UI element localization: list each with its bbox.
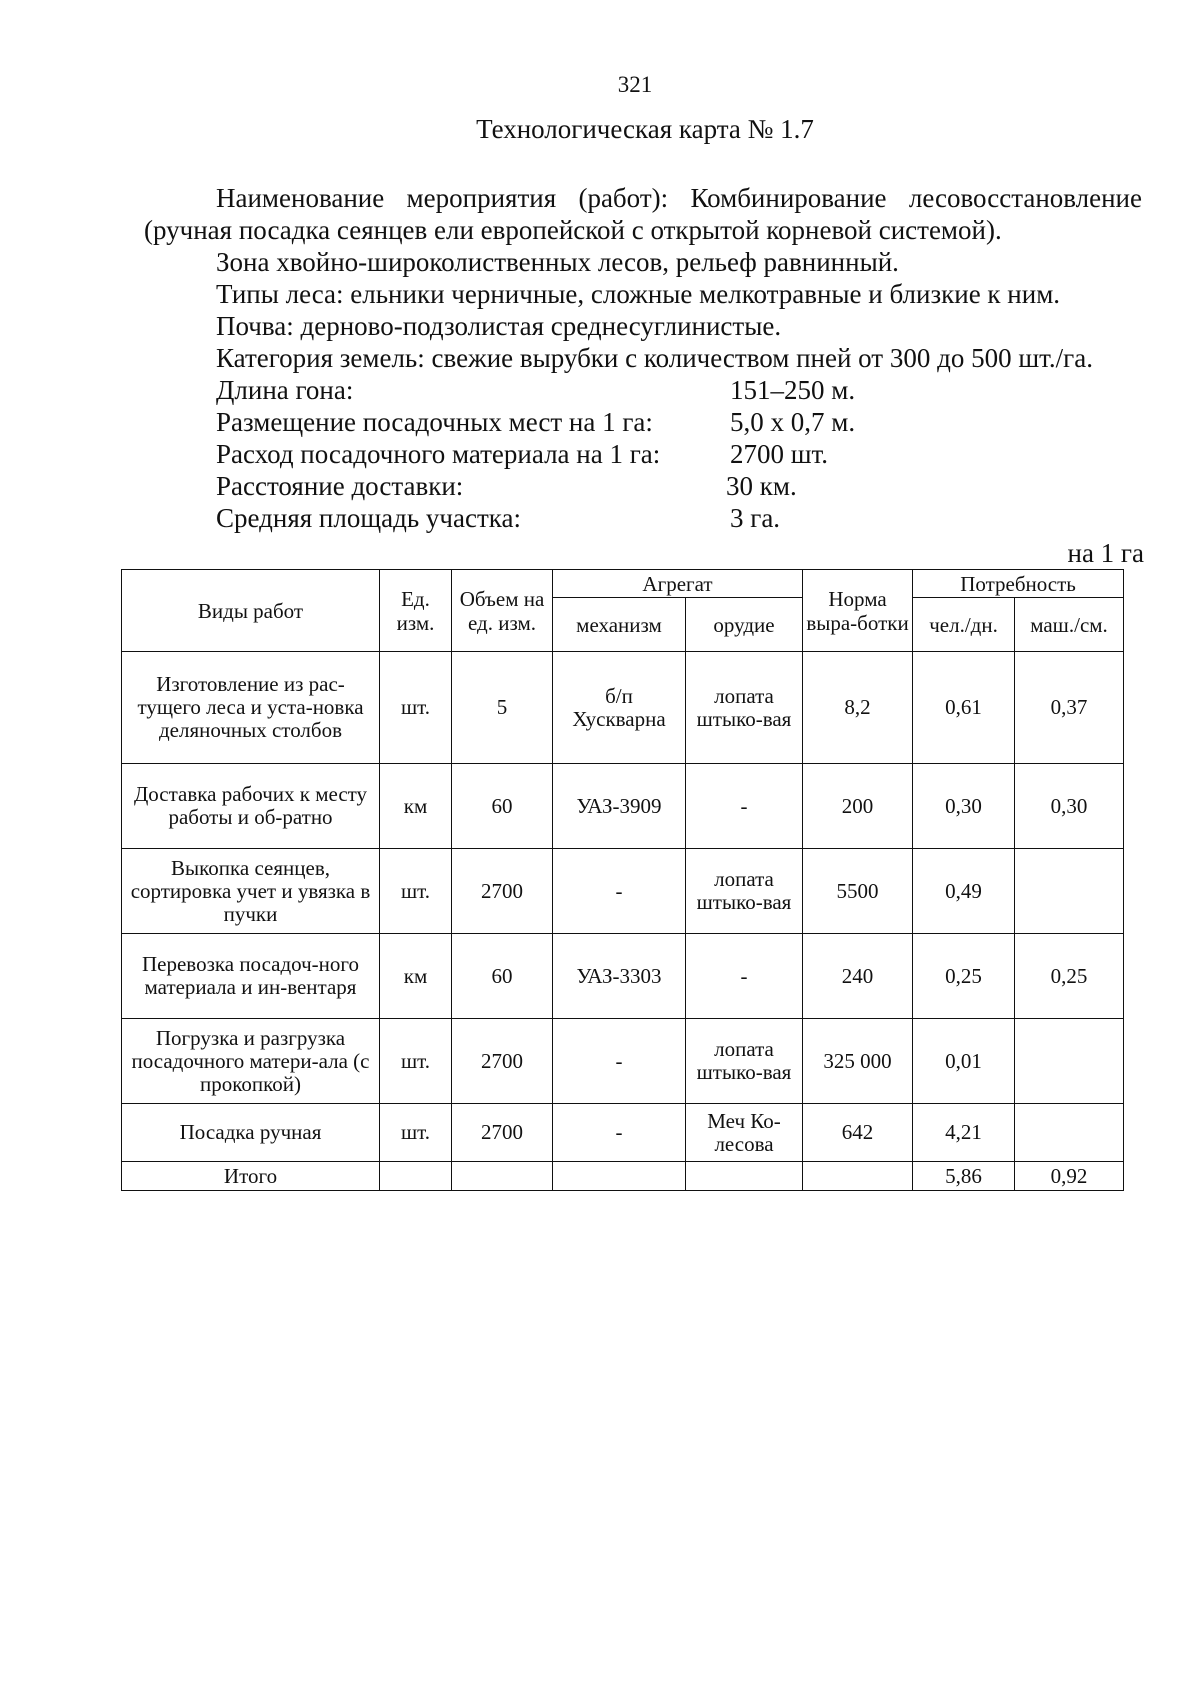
cell-volume: 2700 — [452, 849, 553, 934]
cell-work: Доставка рабочих к месту работы и об-ратно — [122, 764, 380, 849]
empty-cell — [553, 1162, 686, 1191]
cell-volume: 60 — [452, 764, 553, 849]
land-category-line: Категория земель: свежие вырубки с количеством пней от 300 до 500 шт./га. — [216, 343, 1093, 373]
cell-volume: 2700 — [452, 1019, 553, 1104]
table-row — [122, 934, 1124, 1019]
param-value-run-length: 151–250 м. — [730, 375, 856, 405]
cell-man-days: 0,30 — [913, 764, 1015, 849]
param-value-material: 2700 шт. — [730, 439, 829, 469]
header-work-type: Виды работ — [122, 570, 380, 652]
cell-machine-shifts: 0,37 — [1015, 652, 1124, 764]
cell-volume: 2700 — [452, 1104, 553, 1162]
cell-norm: 240 — [803, 934, 913, 1019]
header-machine-shifts: маш./см. — [1015, 598, 1124, 652]
cell-tool: лопата штыко-вая — [686, 652, 803, 764]
cell-unit: шт. — [380, 1104, 452, 1162]
cell-man-days: 0,49 — [913, 849, 1015, 934]
page-number: 321 — [617, 72, 653, 97]
cell-machine-shifts: 0,30 — [1015, 764, 1124, 849]
cell-norm: 642 — [803, 1104, 913, 1162]
cell-unit: шт. — [380, 849, 452, 934]
param-label-run-length: Длина гона: — [216, 375, 354, 405]
param-label-spacing: Размещение посадочных мест на 1 га: — [216, 407, 653, 437]
cell-man-days: 0,01 — [913, 1019, 1015, 1104]
table-row — [122, 1104, 1124, 1162]
cell-mechanism: - — [553, 1104, 686, 1162]
total-row — [122, 1162, 1124, 1191]
cell-mechanism: - — [553, 849, 686, 934]
header-man-days: чел./дн. — [913, 598, 1015, 652]
cell-norm: 5500 — [803, 849, 913, 934]
intro-line-1: Наименование мероприятия (работ): Комбинирование лесовосстановление — [216, 183, 1142, 213]
empty-cell — [452, 1162, 553, 1191]
cell-norm: 8,2 — [803, 652, 913, 764]
cell-tool: - — [686, 934, 803, 1019]
header-tool: орудие — [686, 598, 803, 652]
param-value-area: 3 га. — [730, 503, 781, 533]
cell-work: Посадка ручная — [122, 1104, 380, 1162]
cell-mechanism: УАЗ-3909 — [553, 764, 686, 849]
cell-tool: Меч Ко-лесова — [686, 1104, 803, 1162]
cell-work: Перевозка посадоч-ного материала и ин-вентаря — [122, 934, 380, 1019]
cell-machine-shifts — [1015, 1019, 1124, 1104]
cell-tool: лопата штыко-вая — [686, 849, 803, 934]
param-value-spacing: 5,0 х 0,7 м. — [730, 407, 856, 437]
cell-work: Погрузка и разгрузка посадочного матери-ала (с прокопкой) — [122, 1019, 380, 1104]
header-norm: Норма выра-ботки — [803, 570, 913, 652]
param-value-distance: 30 км. — [726, 471, 797, 501]
cell-norm: 325 000 — [803, 1019, 913, 1104]
cell-man-days: 0,25 — [913, 934, 1015, 1019]
cell-man-days: 4,21 — [913, 1104, 1015, 1162]
header-need: Потребность — [913, 570, 1124, 598]
per-hectare-note: на 1 га — [1067, 538, 1144, 568]
cell-tool: - — [686, 764, 803, 849]
cell-unit: км — [380, 934, 452, 1019]
empty-cell — [686, 1162, 803, 1191]
cell-man-days: 0,61 — [913, 652, 1015, 764]
cell-unit: км — [380, 764, 452, 849]
forest-types-line: Типы леса: ельники черничные, сложные мелкотравные и близкие к ним. — [216, 279, 1061, 309]
soil-line: Почва: дерново-подзолистая среднесуглинистые. — [216, 311, 782, 341]
cell-mechanism: - — [553, 1019, 686, 1104]
header-mechanism: механизм — [553, 598, 686, 652]
cell-tool: лопата штыко-вая — [686, 1019, 803, 1104]
cell-mechanism: УАЗ-3303 — [553, 934, 686, 1019]
cell-work: Выкопка сеянцев, сортировка учет и увязка в пучки — [122, 849, 380, 934]
cell-unit: шт. — [380, 1019, 452, 1104]
intro-line-2: (ручная посадка сеянцев ели европейской с открытой корневой системой). — [144, 215, 1002, 245]
empty-cell — [380, 1162, 452, 1191]
cell-machine-shifts — [1015, 849, 1124, 934]
header-unit: Ед. изм. — [380, 570, 452, 652]
header-volume: Объем на ед. изм. — [452, 570, 553, 652]
work-table — [121, 569, 1124, 1191]
cell-volume: 60 — [452, 934, 553, 1019]
cell-machine-shifts — [1015, 1104, 1124, 1162]
param-label-area: Средняя площадь участка: — [216, 503, 521, 533]
cell-unit: шт. — [380, 652, 452, 764]
param-label-material: Расход посадочного материала на 1 га: — [216, 439, 661, 469]
header-aggregate: Агрегат — [553, 570, 803, 598]
empty-cell — [803, 1162, 913, 1191]
table-row — [122, 849, 1124, 934]
param-label-distance: Расстояние доставки: — [216, 471, 464, 501]
total-machine-shifts: 0,92 — [1015, 1162, 1124, 1191]
cell-norm: 200 — [803, 764, 913, 849]
cell-mechanism: б/п Хускварна — [553, 652, 686, 764]
table-row — [122, 1019, 1124, 1104]
total-man-days: 5,86 — [913, 1162, 1015, 1191]
table-row — [122, 764, 1124, 849]
cell-work: Изготовление из рас-тущего леса и уста-новка деляночных столбов — [122, 652, 380, 764]
total-label: Итого — [122, 1162, 380, 1191]
cell-volume: 5 — [452, 652, 553, 764]
table-row — [122, 652, 1124, 764]
zone-line: Зона хвойно-широколиственных лесов, рельеф равнинный. — [216, 247, 899, 277]
document-title: Технологическая карта № 1.7 — [476, 114, 814, 144]
cell-machine-shifts: 0,25 — [1015, 934, 1124, 1019]
